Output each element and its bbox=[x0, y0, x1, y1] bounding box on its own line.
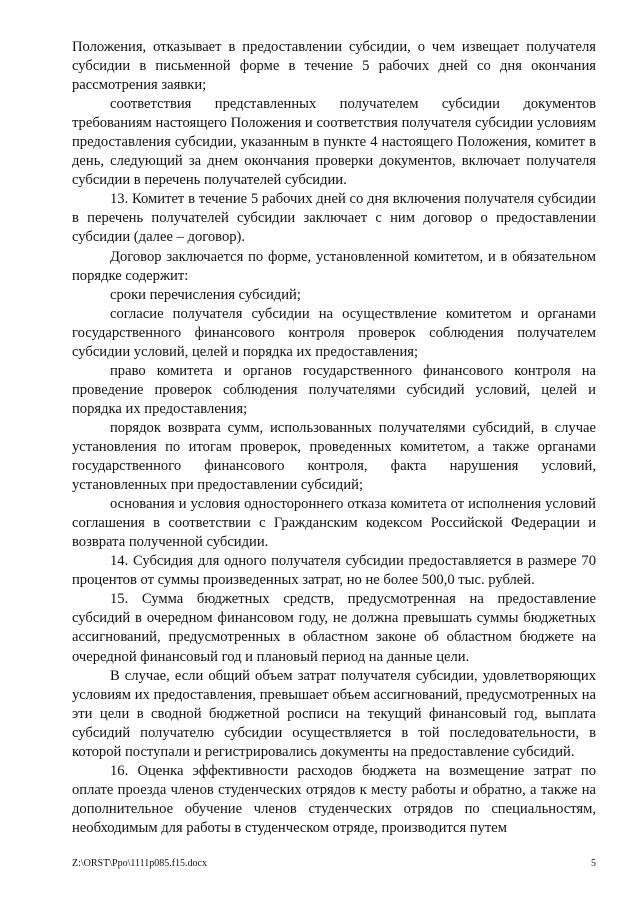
paragraph-clause-15: 15. Сумма бюджетных средств, предусмотренная на предоставление субсидий в очередном финансовом году, не должна превышать суммы бюджетных ассигнований, предусмотренных в областном законе об областном бюджете на очередной финансовый год и плановый период на данные цели. bbox=[72, 591, 596, 665]
paragraph-clause-13: 13. Комитет в течение 5 рабочих дней со дня включения получателя субсидии в перечень получателей субсидии заключает с ним договор о предоставлении субсидии (далее – договор). bbox=[72, 191, 596, 246]
paragraph: основания и условия одностороннего отказа комитета от исполнения условий соглашения в соответствии с Гражданским кодексом Российской Федерации и возврата полученной субсидии. bbox=[72, 496, 596, 551]
paragraph-clause-16: 16. Оценка эффективности расходов бюджета на возмещение затрат по оплате проезда членов студенческих отрядов к месту работы и обратно, а также на дополнительное обучение членов студенческих отрядов по специальностям, необходимым для работы в студенческом отряде, производится путем bbox=[72, 762, 596, 836]
paragraph-continuation: Положения, отказывает в предоставлении субсидии, о чем извещает получателя субсидии в письменной форме в течение 5 рабочих дней со дня окончания рассмотрения заявки; bbox=[72, 39, 596, 94]
paragraph: согласие получателя субсидии на осуществление комитетом и органами государственного финансового контроля проверок соблюдения получателем субсидии условий, целей и порядка их предоставления; bbox=[72, 305, 596, 360]
paragraph: сроки перечисления субсидий; bbox=[110, 286, 301, 303]
paragraph: В случае, если общий объем затрат получателя субсидии, удовлетворяющих условиям их предоставления, превышает объем ассигнований, предусмотренных на эти цели в сводной бюджетной росписи на текущий финансовый год, выплата субсидий получателю субсидии осуществляется в той последовательности, в которой поступали и регистрировались документы на предоставление субсидий. bbox=[72, 667, 596, 760]
paragraph: право комитета и органов государственного финансового контроля на проведение проверок соблюдения получателями субсидий условий, целей и порядка их предоставления; bbox=[72, 362, 596, 417]
paragraph: соответствия представленных получателем субсидии документов требованиям настоящего Положения и соответствия получателя субсидии условиям предоставления субсидии, указанным в пункте 4 настоящего Положения, комитет в день, следующий за днем окончания проверки документов, включает получателя субсидии в перечень получателей субсидии. bbox=[72, 96, 596, 189]
paragraph: порядок возврата сумм, использованных получателями субсидий, в случае установления по итогам проверок, проведенных комитетом, а также органами государственного финансового контроля, факта нарушения условий, установленных при предоставлении субсидий; bbox=[72, 419, 596, 494]
document-body bbox=[72, 38, 596, 838]
page-number: 5 bbox=[591, 858, 596, 869]
footer-file-path: Z:\ORST\Ppo\1111p085.f15.docx bbox=[72, 858, 207, 869]
paragraph: Договор заключается по форме, установленной комитетом, и в обязательном порядке содержит: bbox=[72, 248, 596, 284]
paragraph-clause-14: 14. Субсидия для одного получателя субсидии предоставляется в размере 70 процентов от суммы произведенных затрат, но не более 500,0 тыс. рублей. bbox=[72, 553, 596, 589]
